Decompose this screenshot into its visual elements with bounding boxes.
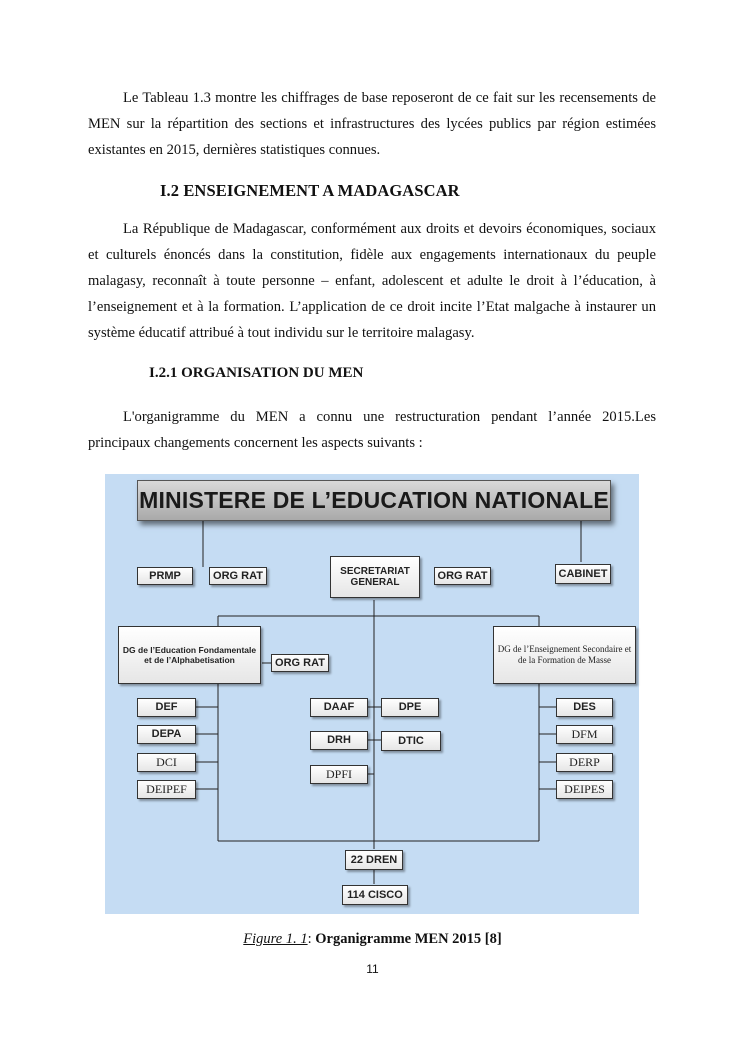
org-rat-center-box: ORG RAT (434, 567, 491, 585)
figure-title: Organigramme MEN 2015 [8] (315, 931, 502, 947)
secretariat-general-box: SECRETARIAT GENERAL (330, 556, 420, 598)
figure-separator: : (307, 931, 316, 947)
subsection-paragraph: L'organigramme du MEN a connu une restructuration pendant l’année 2015.Les principaux changements concernent les aspects suivants : (88, 409, 656, 451)
dpe-box: DPE (381, 698, 439, 717)
daaf-box: DAAF (310, 698, 368, 717)
dtic-box: DTIC (381, 731, 441, 751)
org-rat-dg-box: ORG RAT (271, 654, 329, 672)
deipef-box: DEIPEF (137, 780, 196, 799)
dren-box: 22 DREN (345, 850, 403, 870)
page-number: 11 (366, 962, 379, 976)
def-box: DEF (137, 698, 196, 717)
cisco-box: 114 CISCO (342, 885, 408, 905)
depa-box: DEPA (137, 725, 196, 744)
derp-box: DERP (556, 753, 613, 772)
figure-caption (0, 931, 745, 948)
section-paragraph: La République de Madagascar, conformément aux droits et devoirs économiques, sociaux et culturels énoncés dans la constitution, fidèle aux engagements internationaux du peuple malagasy, reconnaît à toute personne – enfant, adolescent et adulte le droit à l’éducation, à l’enseignement et à la formation. L’application de ce droit incite l’Etat malgache à instaurer un système éducatif attribué à tout individu sur le territoire malagasy. (88, 221, 656, 341)
org-rat-left-box: ORG RAT (209, 567, 267, 585)
dg-fondamentale-box: DG de l’Education Fondamentale et de l’Alphabetisation (118, 626, 261, 684)
dci-box: DCI (137, 753, 196, 772)
intro-paragraph: Le Tableau 1.3 montre les chiffrages de base reposeront de ce fait sur les recensements de MEN sur la répartition des sections et infrastructures des lycées publics par région estimées existantes en 2015, dernières statistiques connues. (88, 90, 656, 158)
prmp-box: PRMP (137, 567, 193, 585)
dg-secondaire-box: DG de l’Enseignement Secondaire et de la Formation de Masse (493, 626, 636, 684)
org-chart-connectors (105, 474, 639, 914)
des-box: DES (556, 698, 613, 717)
ministry-title-box: MINISTERE DE L’EDUCATION NATIONALE (137, 480, 611, 521)
drh-box: DRH (310, 731, 368, 750)
deipes-box: DEIPES (556, 780, 613, 799)
org-chart (105, 474, 639, 914)
dfm-box: DFM (556, 725, 613, 744)
section-heading: I.2 ENSEIGNEMENT A MADAGASCAR (160, 181, 460, 200)
figure-label: Figure 1. 1 (243, 931, 308, 947)
dpfi-box: DPFI (310, 765, 368, 784)
subsection-heading: I.2.1 ORGANISATION DU MEN (149, 365, 364, 381)
cabinet-box: CABINET (555, 564, 611, 584)
